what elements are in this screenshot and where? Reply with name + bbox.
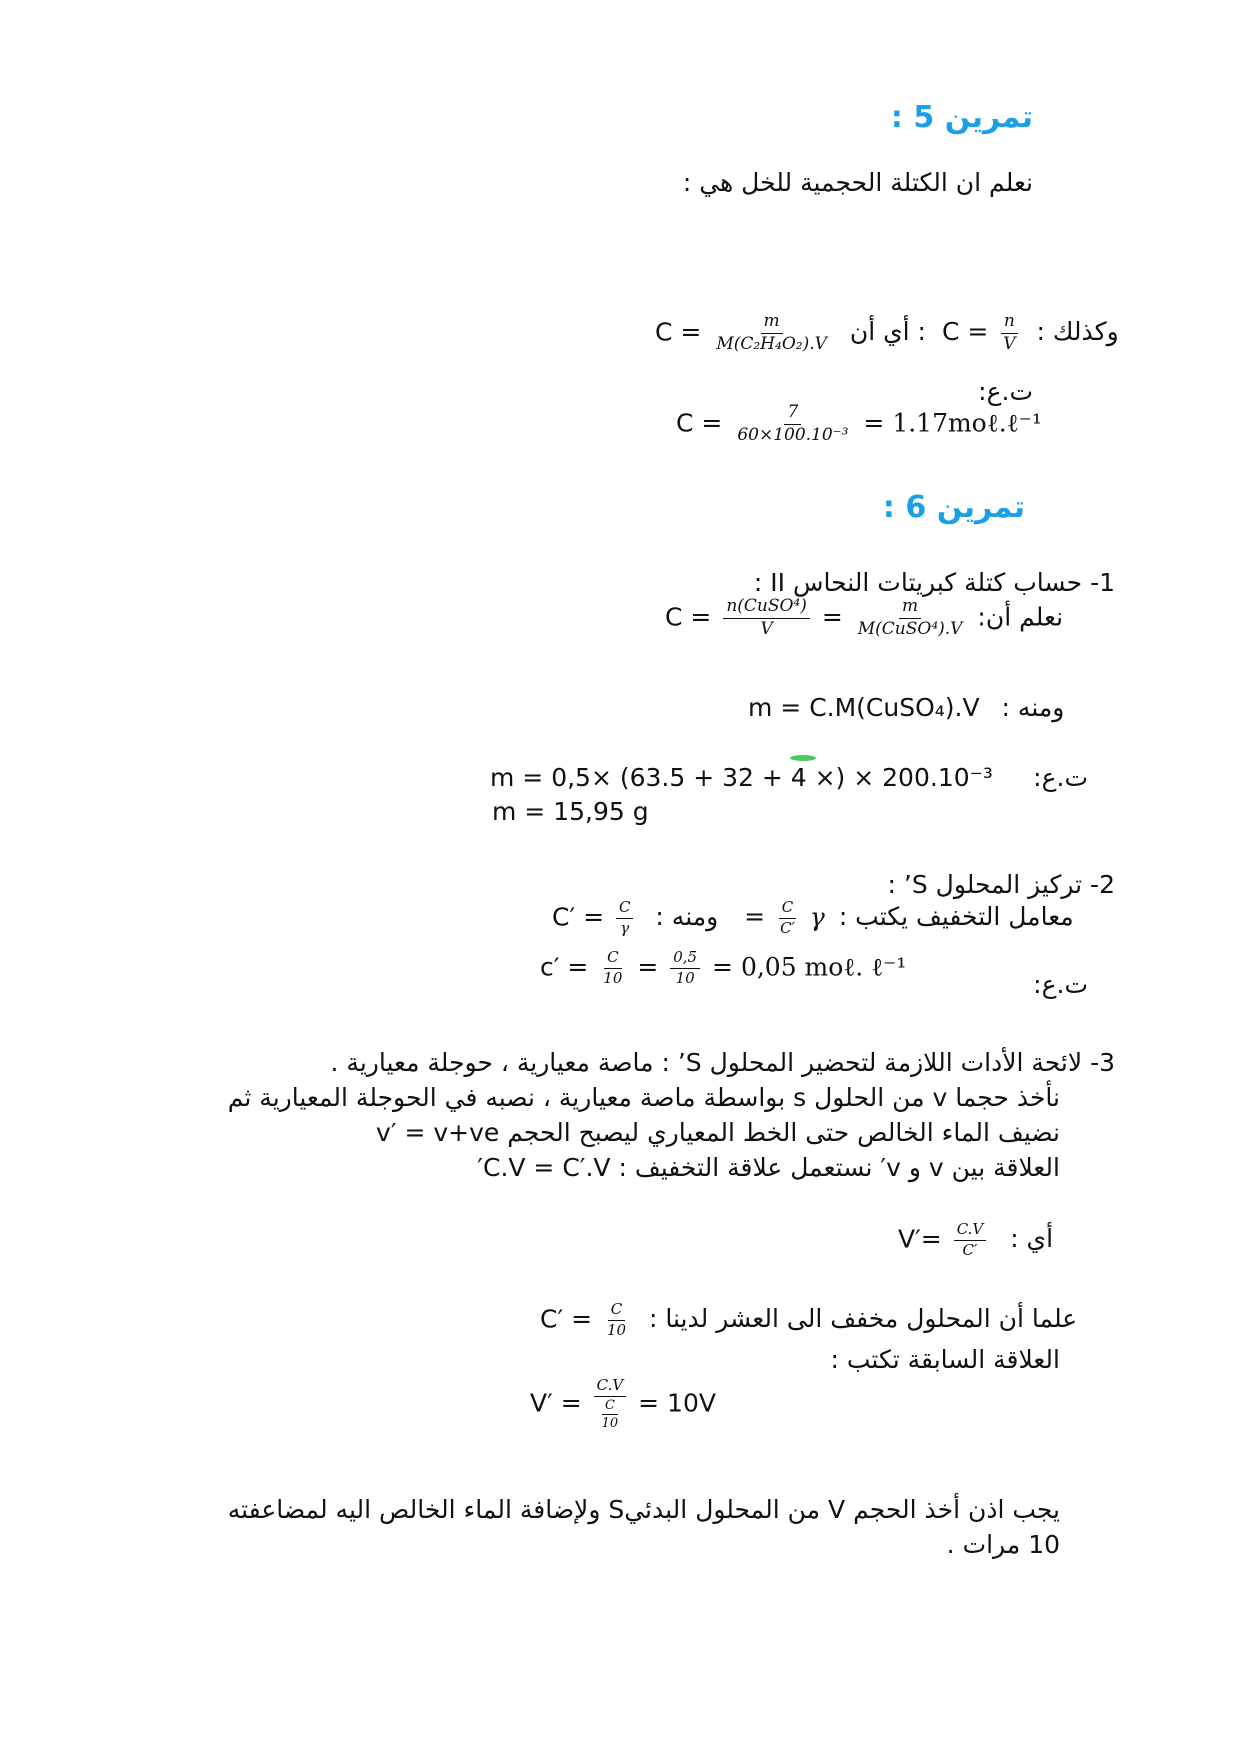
- q2-numeric-line: [540, 950, 906, 987]
- fraction-n-over-v: $\frac{n}{V}$: [1000, 313, 1018, 354]
- fraction-7-over-denominator: $\frac{7}{\text{60×100.10⁻³}}$: [737, 402, 849, 445]
- q2-equals-2: =: [637, 952, 659, 982]
- q1-know-label: نعلم أن:: [977, 602, 1064, 632]
- inner-fraction-c-over-10: $\frac{C}{10}$: [601, 1397, 619, 1432]
- q3-knowing-label: علما أن المحلول مخفف الى العشر لدينا :: [649, 1304, 1078, 1334]
- exercise-5-title: تمرين 5 :: [890, 100, 1033, 135]
- ex5-numeric-line: [676, 404, 1042, 445]
- q3-line2: نأخذ حجما v من الحلول s بواسطة ماصة معيارية ، نصبه في الحوجلة المعيارية ثم: [227, 1083, 1060, 1112]
- q3-ie-label: أي :: [1010, 1224, 1054, 1254]
- fraction-n-cuso4-over-v: $\frac{\text{n(CuSO⁴)}}{V}$: [723, 598, 810, 639]
- q3-prev-rel: العلاقة السابقة تكتب :: [830, 1345, 1060, 1374]
- fraction-cv-over-cprime: $\frac{C.V}{C'}$: [954, 1222, 987, 1259]
- q2-ta-label: ت.ع:: [1033, 970, 1088, 999]
- ex5-intro: نعلم ان الكتلة الحجمية للخل هي :: [682, 168, 1033, 197]
- q3-vprime-line: [898, 1222, 1053, 1259]
- q3-line1: 3- لائحة الأدات اللازمة لتحضير المحلول S’ : ماصة معيارية ، حوجلة معيارية .: [330, 1048, 1115, 1077]
- q1-m-formula: m = C.M(CuSO₄).V: [748, 693, 980, 722]
- q3-knowing-line: [540, 1302, 1077, 1339]
- q2-gamma-line: [552, 900, 1074, 937]
- ex5-also-label: وكذلك :: [1036, 317, 1119, 347]
- fraction-c-over-10-b: $\frac{C}{10}$: [606, 1300, 627, 1339]
- q2-hence-label: ومنه :: [655, 902, 719, 932]
- q3-cprime-lhs2: C′ =: [540, 1304, 593, 1334]
- green-pen-mark: [790, 755, 816, 761]
- q1-result: m = 15,95 g: [492, 797, 649, 826]
- fraction-m-over-mv: $\frac{m}{\text{M(C₂H₄O₂).V}}$: [716, 311, 827, 354]
- fraction-c-over-10: $\frac{C}{10}$: [603, 948, 623, 987]
- fraction-cv-over-c-over-10: $\frac{C.V}{\frac{C}{10}}$: [594, 1378, 627, 1431]
- q1-c-lhs: C =: [665, 602, 712, 632]
- ex5-c-lhs: C =: [655, 317, 702, 347]
- ex5-ta-label: ت.ع:: [978, 377, 1033, 406]
- ex5-formula-line: [655, 313, 1119, 354]
- fraction-c-over-gamma: $\frac{C}{\gamma}$: [616, 900, 633, 937]
- q1-calc: m = 0,5× (63.5 + 32 + 4 ×) × 200.10⁻³: [490, 763, 993, 792]
- q3-vprime-lhs: V′=: [898, 1224, 942, 1254]
- q2-cprime-lhs: C′ =: [552, 902, 605, 932]
- fraction-m-over-mcuso4v: $\frac{m}{\text{M(CuSO⁴).V}}$: [857, 596, 963, 639]
- q2-title: 2- تركيز المحلول S’ :: [887, 870, 1115, 899]
- q2-equals: =: [744, 902, 766, 932]
- ex5-c-lhs-2: C =: [941, 317, 989, 347]
- q3-vprime-lhs2: V′ =: [530, 1388, 582, 1418]
- q1-hence-line: [748, 693, 1064, 723]
- q3-conclusion-2: 10 مرات .: [946, 1530, 1060, 1559]
- q2-result: = 0,05 moℓ. ℓ⁻¹: [712, 952, 907, 982]
- fraction-c-over-cprime: $\frac{C}{C'}$: [780, 898, 795, 937]
- q3-v-result: = 10V: [638, 1388, 716, 1418]
- q2-dil-label: معامل التخفيف يكتب :: [838, 902, 1074, 932]
- q1-equals: =: [821, 602, 843, 632]
- q3-line3: نضيف الماء الخالص حتى الخط المعياري ليصبح الحجم v′ = v+ve: [376, 1118, 1060, 1147]
- ex5-ie-label: : أي أن: [849, 317, 926, 347]
- q3-final-line: [530, 1378, 716, 1431]
- q1-ta-label: ت.ع:: [1033, 763, 1088, 792]
- exercise-6-title: تمرين 6 :: [882, 490, 1025, 525]
- ex5-result: = 1.17moℓ.ℓ⁻¹: [863, 408, 1042, 438]
- q2-c-small-lhs: c′ =: [540, 952, 589, 982]
- q1-hence-label: ومنه :: [1001, 693, 1065, 722]
- q3-line4: العلاقة بين v و v′ نستعمل علاقة التخفيف : C.V = C′.V′: [477, 1153, 1060, 1182]
- q3-conclusion-1: يجب اذن أخذ الحجم V من المحلول البدئيS ولإضافة الماء الخالص اليه لمضاعفته: [227, 1495, 1060, 1524]
- fraction-05-over-10: $\frac{0,5}{10}$: [670, 950, 700, 987]
- ex5-c-lhs-3: C =: [676, 408, 723, 438]
- q1-formula-line: [665, 598, 1063, 639]
- q1-title: 1- حساب كتلة كبريتات النحاس II :: [753, 568, 1115, 597]
- gamma-symbol: γ: [809, 902, 825, 932]
